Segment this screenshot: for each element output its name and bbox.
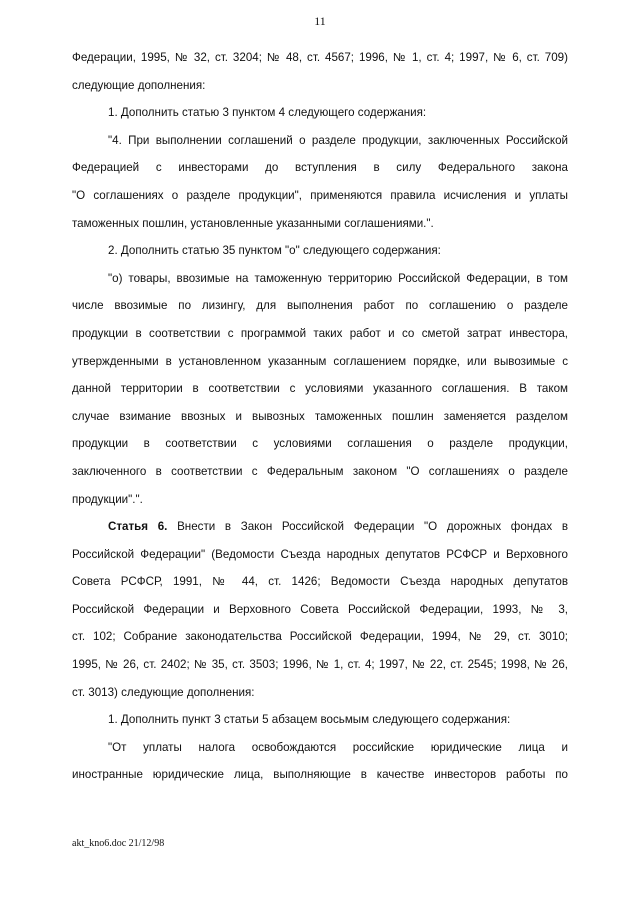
article-heading: Статья 6. [108,520,168,534]
text-line-content: продукции в соответствии с условиями соглашения о разделе продукции, [72,437,568,451]
text-line [72,44,568,72]
text-line [72,320,568,348]
text-line-content: 1. Дополнить статью 3 пунктом 4 следующего содержания: [108,106,427,120]
text-line-content: заключенного в соответствии с Федеральным законом "О соглашениях о разделе [72,464,568,478]
text-line-content: данной территории в соответствии с условиями указанного соглашения. В таком [72,382,568,396]
text-line-content: Российской Федерации" (Ведомости Съезда народных депутатов РСФСР и Верховного [72,547,568,561]
text-line [72,99,568,127]
text-line-content: следующие дополнения: [72,78,206,92]
text-line-content: продукции в соответствии с программой таких работ и со сметой затрат инвестора, [72,326,568,340]
text-line-content: Федерации, 1995, № 32, ст. 3204; № 48, ст. 4567; 1996, № 1, ст. 4; 1997, № 6, ст. 709) [72,51,568,64]
text-line [72,706,568,734]
text-line-content: "О соглашениях о разделе продукции", применяются правила исчисления и уплаты [72,188,568,202]
text-line-content: Совета РСФСР, 1991, № 44, ст. 1426; Ведомости Съезда народных депутатов [72,575,568,589]
text-line-content: утвержденными в установленном указанным соглашением порядке, или вывозимые с [72,354,568,368]
text-line [72,430,568,458]
text-line [72,127,568,155]
text-line [72,182,568,210]
text-line [72,154,568,182]
text-line [72,210,568,238]
text-line-content: иностранные юридические лица, выполняющие в качестве инвесторов работы по [72,768,568,782]
text-line [72,237,568,265]
text-line-content: Федерацией с инвесторами до вступления в силу Федерального закона [72,161,568,175]
text-line [72,596,568,624]
text-line [72,348,568,376]
text-line [72,623,568,651]
document-body [72,44,568,789]
page-number: 11 [314,14,326,28]
text-line-content: случае взимание ввозных и вывозных таможенных пошлин заменяется разделом [72,409,568,423]
text-line-content: "4. При выполнении соглашений о разделе продукции, заключенных Российской [108,133,568,147]
text-line [72,651,568,679]
text-line-content: "о) товары, ввозимые на таможенную территорию Российской Федерации, в том [108,271,568,285]
text-line [72,734,568,762]
text-line-content: таможенных пошлин, установленные указанными соглашениями.". [72,216,434,230]
text-line [72,568,568,596]
file-footer: akt_kno6.doc 21/12/98 [72,838,165,849]
text-line [72,265,568,293]
text-line-content: ст. 102; Собрание законодательства Российской Федерации, 1994, № 29, ст. 3010; [72,630,568,644]
text-line-content: 1995, № 26, ст. 2402; № 35, ст. 3503; 1996, № 1, ст. 4; 1997, № 22, ст. 2545; 1998, № 26, [72,658,568,672]
text-line [72,486,568,514]
text-line [72,679,568,707]
text-line-content: ст. 3013) следующие дополнения: [72,685,255,699]
text-line-content: "От уплаты налога освобождаются российские юридические лица и [108,740,568,754]
text-line [72,761,568,789]
text-line [72,458,568,486]
text-line-content: 2. Дополнить статью 35 пунктом "о" следующего содержания: [108,244,441,258]
text-line-content: числе ввозимые по лизингу, для выполнения работ по соглашению о разделе [72,299,568,313]
text-line [72,292,568,320]
text-line [72,513,568,541]
text-line [72,403,568,431]
text-line [72,541,568,569]
text-line-content: продукции".". [72,492,143,506]
text-line-content: 1. Дополнить пункт 3 статьи 5 абзацем восьмым следующего содержания: [108,713,511,727]
text-line [72,72,568,100]
text-line-content: Внести в Закон Российской Федерации "О дорожных фондах в [177,520,568,534]
text-line [72,375,568,403]
text-line-content: Российской Федерации и Верховного Совета Российской Федерации, 1993, № 3, [72,602,568,616]
